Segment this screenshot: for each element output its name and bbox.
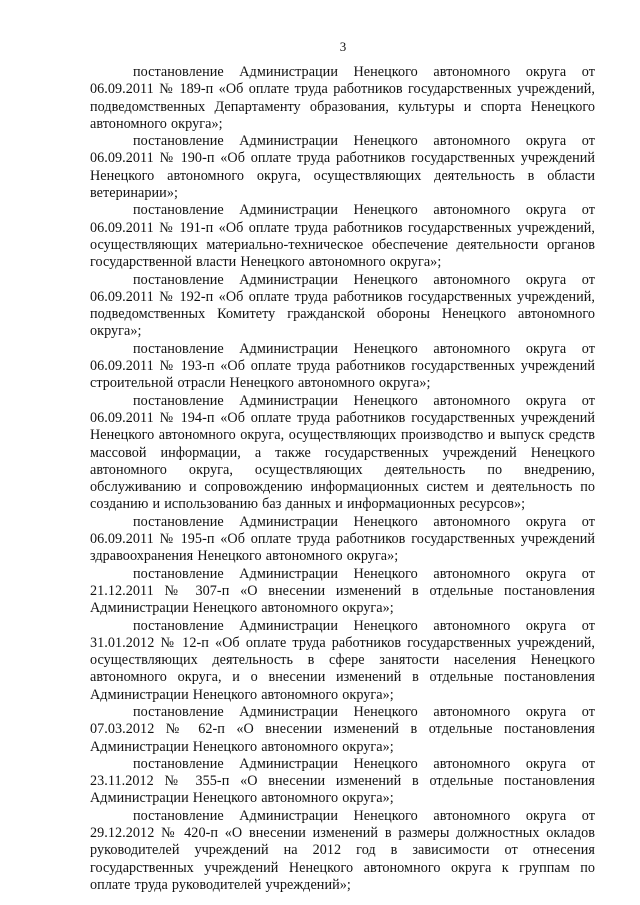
paragraph: постановление Администрации Ненецкого автономного округа от 06.09.2011 № 189-п «Об оплате труда работников государственных учреждений, подведомственных Департаменту образования, культуры и спорта Ненецкого автономного округа»; bbox=[90, 64, 595, 132]
paragraph: постановление Администрации Ненецкого автономного округа от 06.09.2011 № 195-п «Об оплате труда работников государственных учреждений здравоохранения Ненецкого автономного округа»; bbox=[90, 513, 595, 565]
paragraph: постановление Администрации Ненецкого автономного округа от 06.09.2011 № 190-п «Об оплате труда работников государственных учреждений Ненецкого автономного округа, осуществляющих деятельность в области ветеринарии»; bbox=[90, 133, 595, 202]
document-body bbox=[90, 64, 595, 894]
paragraph: постановление Администрации Ненецкого автономного округа от 07.03.2012 № 62-п «О внесении изменений в отдельные постановления Администрации Ненецкого автономного округа»; bbox=[90, 703, 595, 755]
paragraph: постановление Администрации Ненецкого автономного округа от 23.11.2012 № 355-п «О внесении изменений в отдельные постановления Администрации Ненецкого автономного округа»; bbox=[90, 755, 595, 807]
paragraph: постановление Администрации Ненецкого автономного округа от 06.09.2011 № 193-п «Об оплате труда работников государственных учреждений строительной отрасли Ненецкого автономного округа»; bbox=[90, 340, 595, 392]
paragraph: постановление Администрации Ненецкого автономного округа от 06.09.2011 № 192-п «Об оплате труда работников государственных учреждений, подведомственных Комитету гражданской обороны Ненецкого автономного округа»; bbox=[90, 271, 595, 340]
paragraph: постановление Администрации Ненецкого автономного округа от 06.09.2011 № 194-п «Об оплате труда работников государственных учреждений Ненецкого автономного округа, осуществляющих производство и выпуск средств массовой информации, а также государственных учреждений Ненецкого автономного округа, осуществляющих деятельность по внедрению, обслуживанию и сопровождению информационных систем и деятельность по созданию и использованию баз данных и информационных ресурсов»; bbox=[90, 392, 595, 513]
paragraph: постановление Администрации Ненецкого автономного округа от 06.09.2011 № 191-п «Об оплате труда работников государственных учреждений, осуществляющих материально-техническое обеспечение деятельности органов государственной власти Ненецкого автономного округа»; bbox=[90, 202, 595, 271]
paragraph: постановление Администрации Ненецкого автономного округа от 29.12.2012 № 420-п «О внесении изменений в размеры должностных окладов руководителей учреждений на 2012 год в зависимости от отнесения государственных учреждений Ненецкого автономного округа к группам по оплате труда руководителей учреждений»; bbox=[90, 807, 595, 893]
paragraph: постановление Администрации Ненецкого автономного округа от 31.01.2012 № 12-п «Об оплате труда работников государственных учреждений, осуществляющих деятельность в сфере занятости населения Ненецкого автономного округа, и о внесении изменений в отдельные постановления Администрации Ненецкого автономного округа»; bbox=[90, 617, 595, 703]
page-number: 3 bbox=[339, 39, 347, 54]
paragraph: постановление Администрации Ненецкого автономного округа от 21.12.2011 № 307-п «О внесении изменений в отдельные постановления Администрации Ненецкого автономного округа»; bbox=[90, 565, 595, 617]
